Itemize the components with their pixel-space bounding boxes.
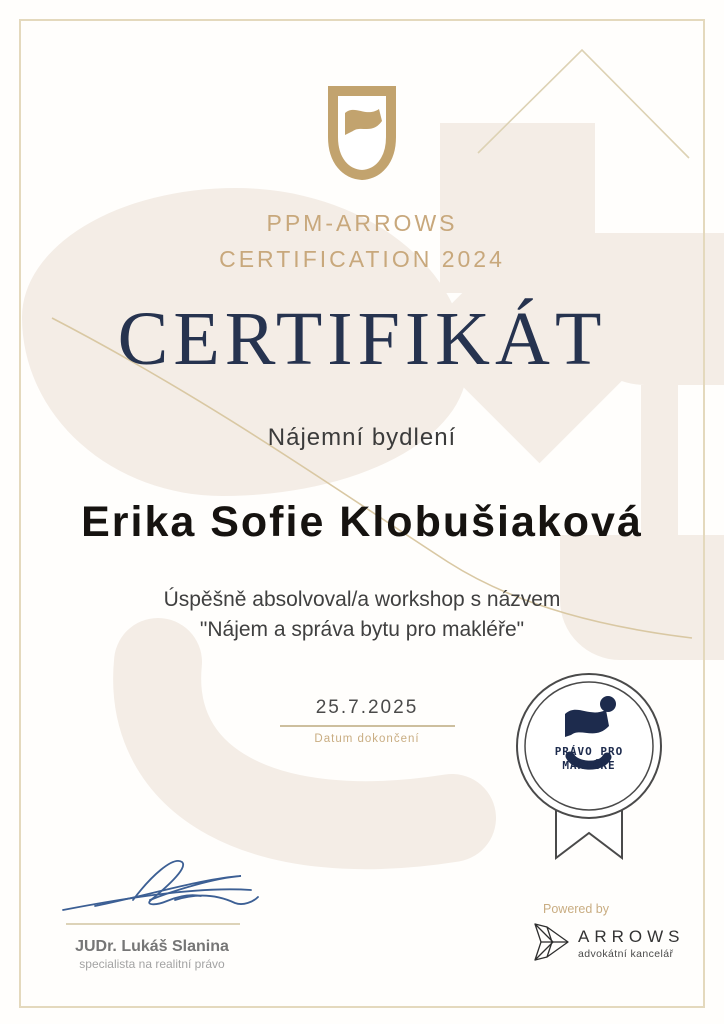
certificate-title: CERTIFIKÁT (117, 297, 607, 381)
description-line-2: "Nájem a správa bytu pro makléře" (199, 618, 525, 641)
triangulated-arrow-logo-icon (532, 920, 572, 964)
signatory-role: specialista na realitní právo (79, 957, 225, 971)
powered-by-label: Powered by (543, 902, 610, 916)
program-year: CERTIFICATION 2024 (219, 246, 505, 272)
brand-tagline: advokátní kancelář (578, 948, 674, 960)
description-line-1: Úspěšně absolvoval/a workshop s názvem (163, 588, 561, 611)
course-name: Nájemní bydlení (267, 424, 457, 451)
brand-name: ARROWS (578, 927, 685, 946)
signature-underline (66, 923, 240, 925)
date-underline (280, 725, 455, 727)
signatory-name: JUDr. Lukáš Slanina (75, 938, 229, 955)
program-name: PPM-ARROWS (266, 210, 458, 236)
recipient-name: Erika Sofie Klobušiaková (81, 498, 643, 546)
completion-date: 25.7.2025 (315, 697, 419, 718)
handwritten-signature-image (55, 848, 265, 928)
completion-date-label: Datum dokončení (314, 733, 420, 745)
seal-text-line-2: MAKLÉŘE (562, 759, 616, 772)
gold-shield-crest-icon (325, 85, 399, 182)
seal-text-line-1: PRÁVO PRO (554, 745, 624, 758)
